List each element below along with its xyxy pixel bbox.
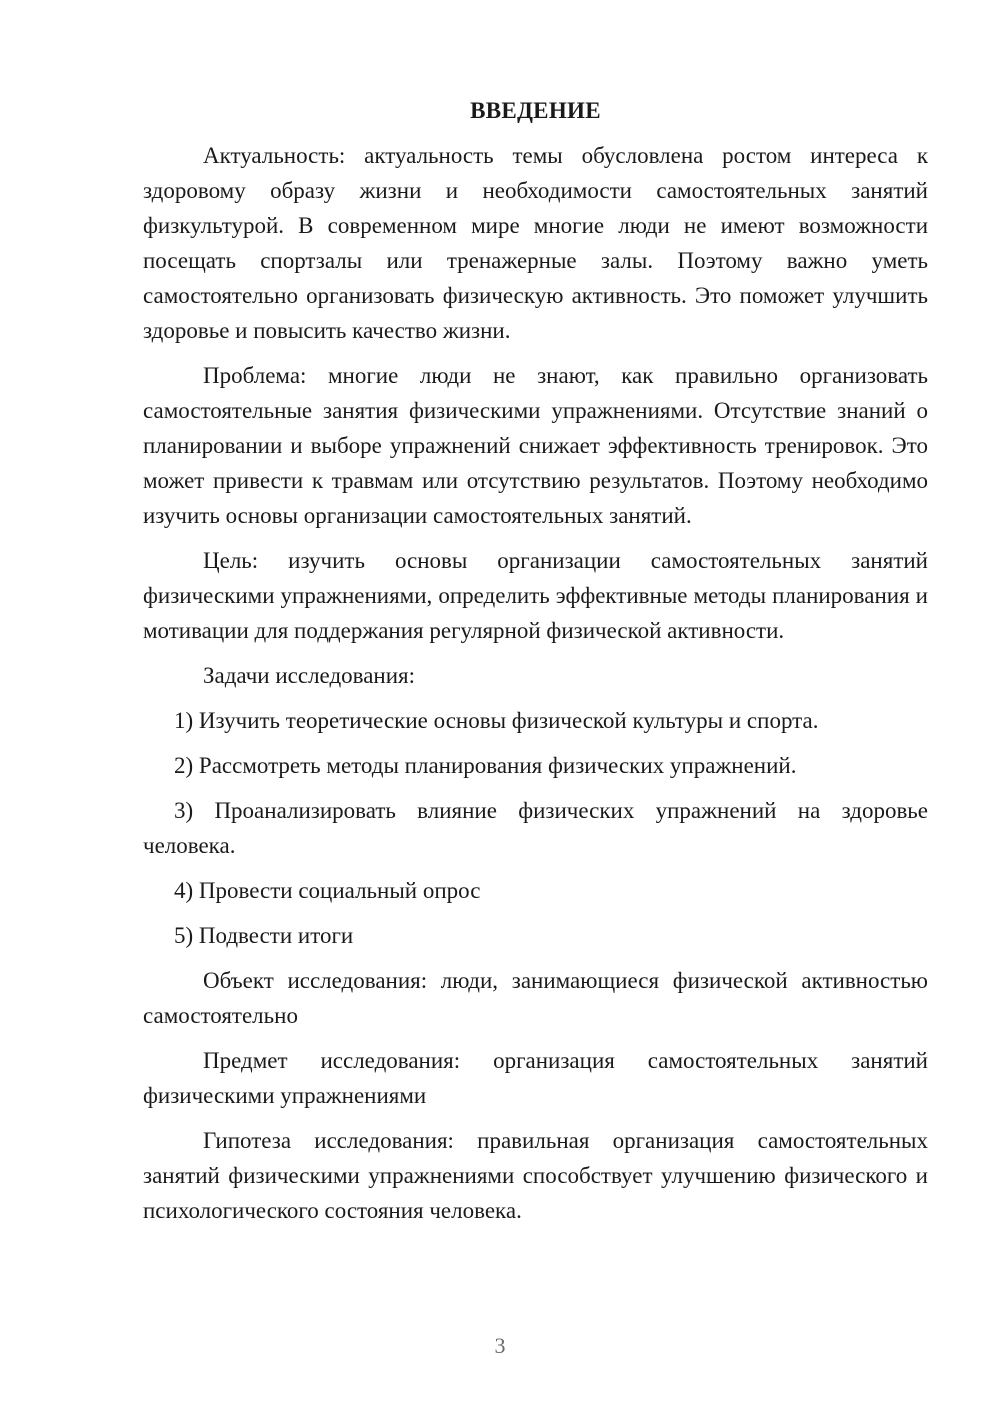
page-content [143,93,928,1238]
task-item-1: 1) Изучить теоретические основы физической культуры и спорта. [174,708,819,733]
problem-paragraph: Проблема: многие люди не знают, как правильно организовать самостоятельные занятия физическими упражнениями. Отсутствие знаний о планировании и выборе упражнений снижает эффективность тренировок. Это может привести к травмам или отсутствию результатов. Поэтому необходимо изучить основы организации самостоятельных занятий. [143,363,928,528]
task-item-2: 2) Рассмотреть методы планирования физических упражнений. [174,753,797,778]
goal-paragraph: Цель: изучить основы организации самостоятельных занятий физическими упражнениями, определить эффективные методы планирования и мотивации для поддержания регулярной физической активности. [143,548,928,643]
task-item-4: 4) Провести социальный опрос [174,878,481,903]
page-title: ВВЕДЕНИЕ [470,98,601,123]
subject-paragraph: Предмет исследования: организация самостоятельных занятий физическими упражнениями [143,1048,928,1108]
tasks-heading: Задачи исследования: [203,663,416,688]
relevance-paragraph: Актуальность: актуальность темы обусловлена ростом интереса к здоровому образу жизни и необходимости самостоятельных занятий физкультурой. В современном мире многие люди не имеют возможности посещать спортзалы или тренажерные залы. Поэтому важно уметь самостоятельно организовать физическую активность. Это поможет улучшить здоровье и повысить качество жизни. [143,143,928,343]
page-number: 3 [494,1333,506,1358]
task-item-5: 5) Подвести итоги [174,923,354,948]
object-paragraph: Объект исследования: люди, занимающиеся физической активностью самостоятельно [143,968,928,1028]
task-item-3: 3) Проанализировать влияние физических упражнений на здоровье человека. [143,798,928,858]
hypothesis-paragraph: Гипотеза исследования: правильная организация самостоятельных занятий физическими упражнениями способствует улучшению физического и психологического состояния человека. [143,1128,928,1223]
